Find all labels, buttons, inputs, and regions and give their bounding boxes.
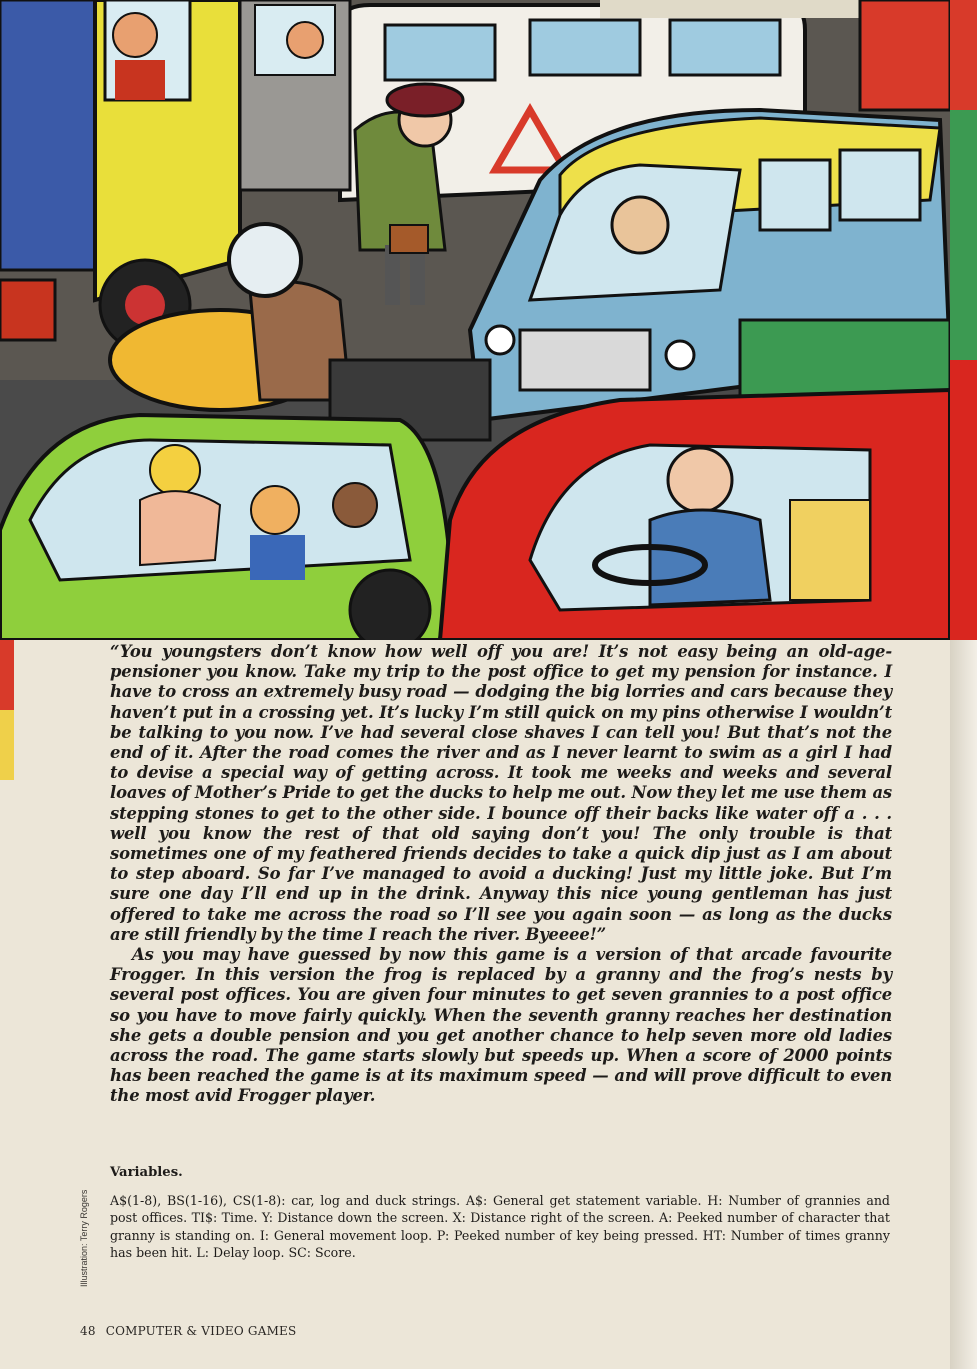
- edge-red-strip: [950, 0, 977, 110]
- article-paragraph-1: “You youngsters don’t know how well off you are! It’s not easy being an old-age-pensioner you know. Take my trip to the post office to get my pension for instance. I have to cross an extremely busy road — dodging the big lorries and cars because they haven’t put in a crossing yet. It’s lucky I’m still quick on my pins otherwise I wouldn’t be talking to you now. I’ve had several close shaves I can tell you! But that’s not the end of it. After the road comes the river and as I never learnt to swim as a girl I had to devise a special way of getting across. It took me weeks and weeks and several loaves of Mother’s Pride to get the ducks to help me out. Now they let me use them as stepping stones to get to the other side. I bounce off their backs like water off a . . . well you know the rest of that old saying don’t you! The only trouble is that sometimes one of my feathered friends decides to take a quick dip just as I am about to step aboard. So far I’ve managed to avoid a ducking! Just my little joke. But I’m sure one day I’ll end up in the drink. Anyway this nice young gentleman has just offered to take me across the road so I’ll see you again soon — as long as the ducks are still friendly by the time I reach the river. Byeeee!”: [110, 642, 892, 944]
- article-paragraph-2: As you may have guessed by now this game is a version of that arcade favourite Frogger. In this version the frog is replaced by a granny and the frog’s nests by several post offices. You are given four minutes to get seven grannies to a post office so you have to move fairly quickly. When the seventh granny reaches her destination she gets a double pension and you get another chance to help seven more old ladies across the road. The game starts slowly but speeds up. When a score of 2000 points has been reached the game is at its maximum speed — and will prove difficult to even the most avid Frogger player.: [110, 945, 892, 1106]
- adjacent-page-edge: [950, 0, 977, 1369]
- page-number: 48: [80, 1324, 96, 1338]
- article-body: [110, 642, 892, 1107]
- edge-red-strip-2: [950, 360, 977, 640]
- magazine-name: COMPUTER & VIDEO GAMES: [105, 1324, 297, 1338]
- variables-section: [110, 1164, 890, 1261]
- traffic-cartoon-icon: [0, 0, 950, 640]
- edge-green-strip: [950, 110, 977, 360]
- left-yellow-strip: [0, 710, 14, 780]
- green-car: [0, 415, 450, 640]
- page-footer: [80, 1324, 296, 1338]
- variables-title: Variables.: [110, 1165, 183, 1180]
- left-red-strip: [0, 640, 14, 710]
- traffic-illustration: [0, 0, 950, 640]
- illustration-credit: Illustration: Terry Rogers: [79, 1189, 89, 1287]
- variables-body: A$(1-8), BS(1-16), CS(1-8): car, log and duck strings. A$: General get statement variable. H: Number of grannies and post offices. TI$: Time. Y: Distance down the screen. X: Distance right of the screen. A: Peeked number of character that granny is standing on. I: General movement loop. P: Peeked number of key being pressed. HT: Number of times granny has been hit. L: Delay loop. SC: Score.: [110, 1193, 890, 1260]
